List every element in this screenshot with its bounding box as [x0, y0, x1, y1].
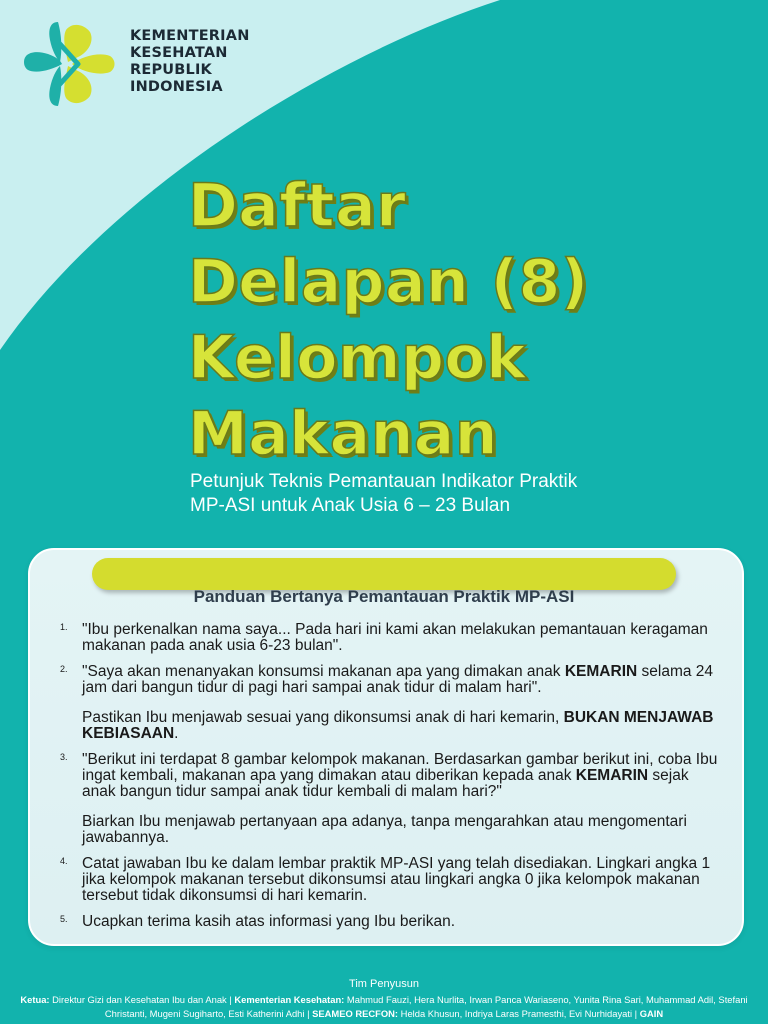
- text-run: selama 24 jam dari bangun tidur di pagi hari sampai anak tidur di malam hari".: [82, 663, 714, 696]
- heading-pill-decoration: [92, 558, 676, 590]
- emphasis-text: Kementerian Kesehatan:: [234, 994, 345, 1005]
- emphasis-text: SEAMEO RECFON:: [312, 1008, 399, 1019]
- text-run: Catat jawaban Ibu ke dalam lembar praktik MP-ASI yang telah disediakan. Lingkari angka 1 jika kelompok makanan tersebut dikonsumsi atau lingkari angka 0 jika kelompok makanan tersebut tidak dikonsumsi di hari kemarin.: [82, 855, 711, 904]
- ministry-name-line: KESEHATAN: [130, 45, 228, 61]
- team-label: Tim Penyusun: [349, 978, 419, 990]
- guide-steps-list: [58, 622, 718, 940]
- text-run: "Berikut ini terdapat 8 gambar kelompok makanan. Berdasarkan gambar berikut ini, coba Ibu ingat kembali, makanan apa yang dimakan atau diberikan kepada anak: [82, 751, 718, 784]
- text-run: Helda Khusun, Indriya Laras Pramesthi, Evi Nurhidayati |: [398, 1008, 640, 1019]
- ministry-name-line: INDONESIA: [130, 79, 223, 95]
- step-number: 1.: [60, 622, 68, 632]
- text-run: Mahmud Fauzi, Hera Nurlita, Irwan Panca Wariaseno, Yunita Rina Sari, Muhammad Adil, Stefani Christanti, Mugeni Sugiharto, Esti Katherini Adhi |: [104, 994, 748, 1019]
- step-paragraph: [82, 622, 718, 654]
- page-title: [188, 168, 748, 472]
- page-subtitle: Petunjuk Teknis Pemantauan Indikator Praktik MP-ASI untuk Anak Usia 6 – 23 Bulan: [190, 471, 578, 516]
- step-number: 4.: [60, 856, 68, 866]
- page-title-line: Delapan (8): [188, 247, 589, 317]
- emphasis-text: GAIN: [639, 1008, 664, 1019]
- credits-text: [10, 993, 758, 1021]
- step-number: 5.: [60, 914, 68, 924]
- text-run: Biarkan Ibu menjawab pertanyaan apa adanya, tanpa mengarahkan atau mengomentari jawabannya.: [82, 813, 687, 846]
- text-run: "Saya akan menanyakan konsumsi makanan apa yang dimakan anak: [82, 663, 565, 680]
- guide-step: [58, 752, 718, 846]
- kemenkes-logo-icon: [20, 16, 120, 112]
- step-number: 2.: [60, 664, 68, 674]
- step-paragraph: [82, 752, 718, 800]
- footer: [0, 954, 768, 1024]
- text-run: sejak anak bangun tidur sampai anak tidur kembali di malam hari?": [82, 767, 689, 800]
- guide-heading: Panduan Bertanya Pemantauan Praktik MP-ASI: [193, 587, 575, 606]
- text-run: .: [174, 725, 179, 742]
- step-paragraph: [82, 710, 718, 742]
- step-paragraph: [82, 664, 718, 696]
- text-run: Direktur Gizi dan Kesehatan Ibu dan Anak |: [49, 994, 235, 1005]
- ministry-name: [130, 28, 250, 96]
- page-title-line: Makanan: [188, 399, 499, 469]
- emphasis-text: KEMARIN: [564, 663, 638, 680]
- step-paragraph: [82, 814, 718, 846]
- ministry-name-line: REPUBLIK: [130, 62, 212, 78]
- emphasis-text: KEMARIN: [575, 767, 649, 784]
- ministry-name-line: KEMENTERIAN: [130, 28, 250, 44]
- text-run: "Ibu perkenalkan nama saya... Pada hari ini kami akan melakukan pemantauan keragaman makanan pada anak usia 6-23 bulan".: [82, 621, 708, 654]
- page-title-line: Daftar: [188, 171, 407, 241]
- text-run: Pastikan Ibu menjawab sesuai yang dikonsumsi anak di hari kemarin,: [82, 709, 564, 726]
- page-title-line: Kelompok: [188, 323, 527, 393]
- guide-step: [58, 914, 718, 930]
- step-number: 3.: [60, 752, 68, 762]
- emphasis-text: BUKAN MENJAWAB KEBIASAAN: [82, 709, 714, 742]
- step-paragraph: [82, 856, 718, 904]
- text-run: Ucapkan terima kasih atas informasi yang Ibu berikan.: [82, 913, 456, 930]
- step-paragraph: [82, 914, 718, 930]
- emphasis-text: Ketua:: [20, 994, 50, 1005]
- guide-step: [58, 622, 718, 654]
- guide-step: [58, 664, 718, 742]
- guide-step: [58, 856, 718, 904]
